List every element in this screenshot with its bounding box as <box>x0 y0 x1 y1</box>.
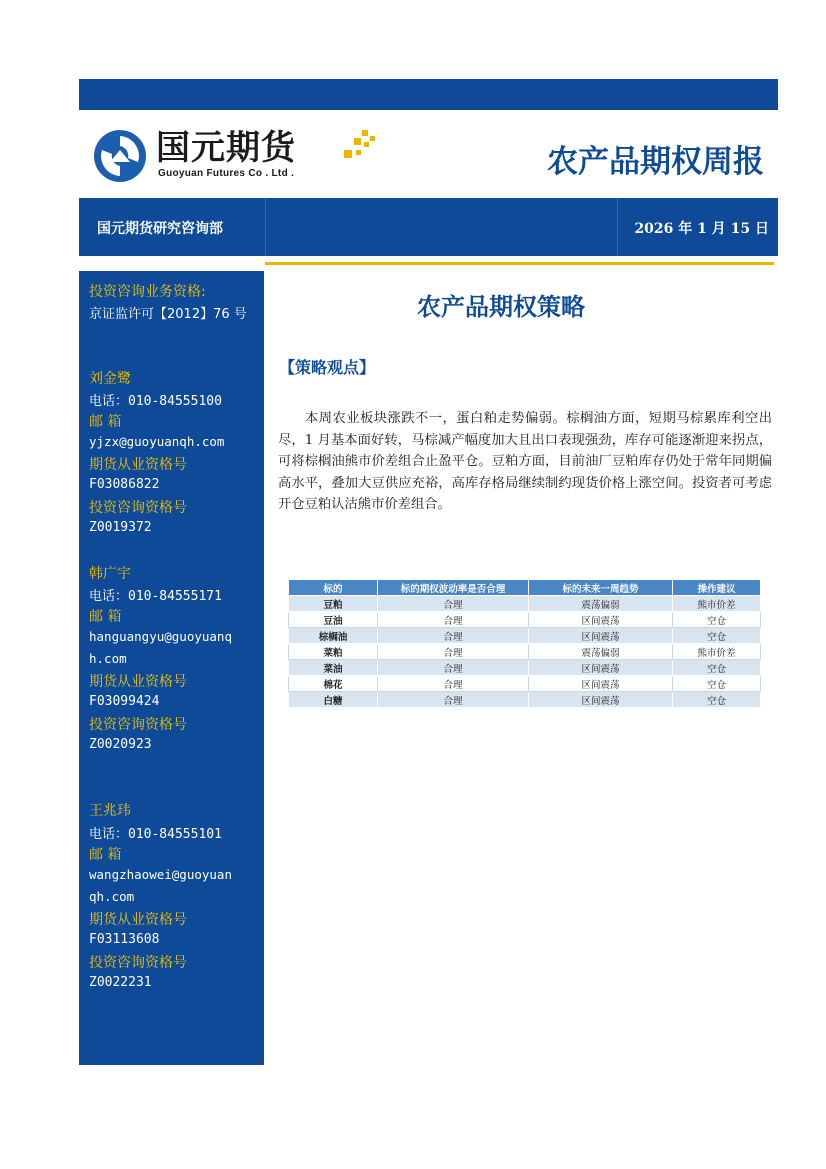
logo-chinese-name: 国元期货 <box>156 128 296 168</box>
table-cell: 区间震荡 <box>529 628 673 644</box>
table-row <box>289 692 761 708</box>
table-row <box>289 612 761 628</box>
analyst-email-continued: qh.com <box>89 889 135 904</box>
section-title: 农产品期权策略 <box>417 293 585 321</box>
department-bar <box>79 198 778 256</box>
futures-license-label: 期货从业资格号 <box>89 457 187 473</box>
table-row <box>289 676 761 692</box>
table-cell: 空仓 <box>673 676 761 692</box>
table-cell: 合理 <box>378 660 529 676</box>
email-label: 邮 箱 <box>89 414 122 430</box>
advisory-license-label: 投资咨询资格号 <box>89 717 187 733</box>
analyst-email: yjzx@guoyuanqh.com <box>89 434 225 449</box>
table-cell: 空仓 <box>673 660 761 676</box>
gold-divider <box>265 262 774 265</box>
futures-license-number: F03113608 <box>89 932 160 947</box>
table-cell: 合理 <box>378 596 529 612</box>
advisory-license-number: Z0019372 <box>89 520 152 535</box>
table-row <box>289 628 761 644</box>
column-header: 标的 <box>289 580 378 596</box>
table-cell: 白糖 <box>289 692 378 708</box>
report-title: 农产品期权周报 <box>547 144 764 180</box>
bar-divider <box>617 198 618 256</box>
table-cell: 区间震荡 <box>529 612 673 628</box>
analyst-name: 王兆玮 <box>89 803 131 819</box>
column-header: 标的未来一周趋势 <box>529 580 673 596</box>
top-banner-bar <box>79 79 778 110</box>
analyst-name: 韩广宇 <box>89 566 131 582</box>
table-cell: 豆粕 <box>289 596 378 612</box>
futures-license-number: F03099424 <box>89 694 160 709</box>
table-cell: 合理 <box>378 628 529 644</box>
strategy-paragraph: 本周农业板块涨跌不一，蛋白粕走势偏弱。棕榈油方面，短期马棕累库利空出尽，1 月基本面好转，马棕减产幅度加大且出口表现强劲，库存可能逐渐迎来拐点，可将棕榈油熊市价差组合止盈平仓。豆粕方面，目前油厂豆粕库存仍处于常年同期偏高水平，叠加大豆供应充裕，高库存格局继续制约现货价格上涨空间。投资者可考虑开仓豆粕认沽熊市价差组合。 <box>278 411 772 513</box>
table-row <box>289 660 761 676</box>
table-cell: 空仓 <box>673 692 761 708</box>
email-label: 邮 箱 <box>89 847 122 863</box>
strategy-heading: 【策略观点】 <box>279 358 376 377</box>
table-cell: 空仓 <box>673 612 761 628</box>
table-cell: 合理 <box>378 612 529 628</box>
logo-emblem-icon <box>92 128 148 184</box>
table-row <box>289 644 761 660</box>
company-logo <box>90 126 380 186</box>
analyst-name: 刘金鹭 <box>89 371 131 387</box>
analyst-email-continued: h.com <box>89 651 127 666</box>
table-cell: 棕榈油 <box>289 628 378 644</box>
table-cell: 空仓 <box>673 628 761 644</box>
table-cell: 合理 <box>378 692 529 708</box>
table-cell: 震荡偏弱 <box>529 644 673 660</box>
table-cell: 熊市价差 <box>673 596 761 612</box>
table-header-row <box>289 580 761 596</box>
logo-dots-icon <box>336 128 380 172</box>
report-date: 2026 年 1 月 15 日 <box>634 221 769 237</box>
qualification-value: 京证监许可【2012】76 号 <box>89 307 247 322</box>
analyst-phone: 电话：010-84555101 <box>89 827 222 842</box>
futures-license-label: 期货从业资格号 <box>89 912 187 928</box>
advisory-license-number: Z0022231 <box>89 975 152 990</box>
advisory-license-number: Z0020923 <box>89 737 152 752</box>
table-cell: 合理 <box>378 644 529 660</box>
table-cell: 区间震荡 <box>529 676 673 692</box>
table-cell: 震荡偏弱 <box>529 596 673 612</box>
table-cell: 棉花 <box>289 676 378 692</box>
analyst-email: hanguangyu@guoyuanq <box>89 629 232 644</box>
department-name: 国元期货研究咨询部 <box>97 221 223 237</box>
table-cell: 区间震荡 <box>529 692 673 708</box>
table-cell: 熊市价差 <box>673 644 761 660</box>
table-row <box>289 596 761 612</box>
analyst-phone: 电话：010-84555171 <box>89 589 222 604</box>
logo-english-name: Guoyuan Futures Co . Ltd . <box>158 168 295 179</box>
column-header: 标的期权波动率是否合理 <box>378 580 529 596</box>
table-cell: 菜粕 <box>289 644 378 660</box>
analyst-sidebar <box>79 271 264 1065</box>
column-header: 操作建议 <box>673 580 761 596</box>
table-cell: 区间震荡 <box>529 660 673 676</box>
futures-license-number: F03086822 <box>89 477 160 492</box>
advisory-license-label: 投资咨询资格号 <box>89 500 187 516</box>
options-strategy-table <box>288 579 761 708</box>
table-cell: 菜油 <box>289 660 378 676</box>
email-label: 邮 箱 <box>89 609 122 625</box>
futures-license-label: 期货从业资格号 <box>89 674 187 690</box>
advisory-license-label: 投资咨询资格号 <box>89 955 187 971</box>
table-cell: 合理 <box>378 676 529 692</box>
qualification-title: 投资咨询业务资格: <box>89 284 206 300</box>
analyst-phone: 电话：010-84555100 <box>89 394 222 409</box>
table-cell: 豆油 <box>289 612 378 628</box>
analyst-email: wangzhaowei@guoyuan <box>89 867 232 882</box>
bar-divider <box>265 198 266 256</box>
